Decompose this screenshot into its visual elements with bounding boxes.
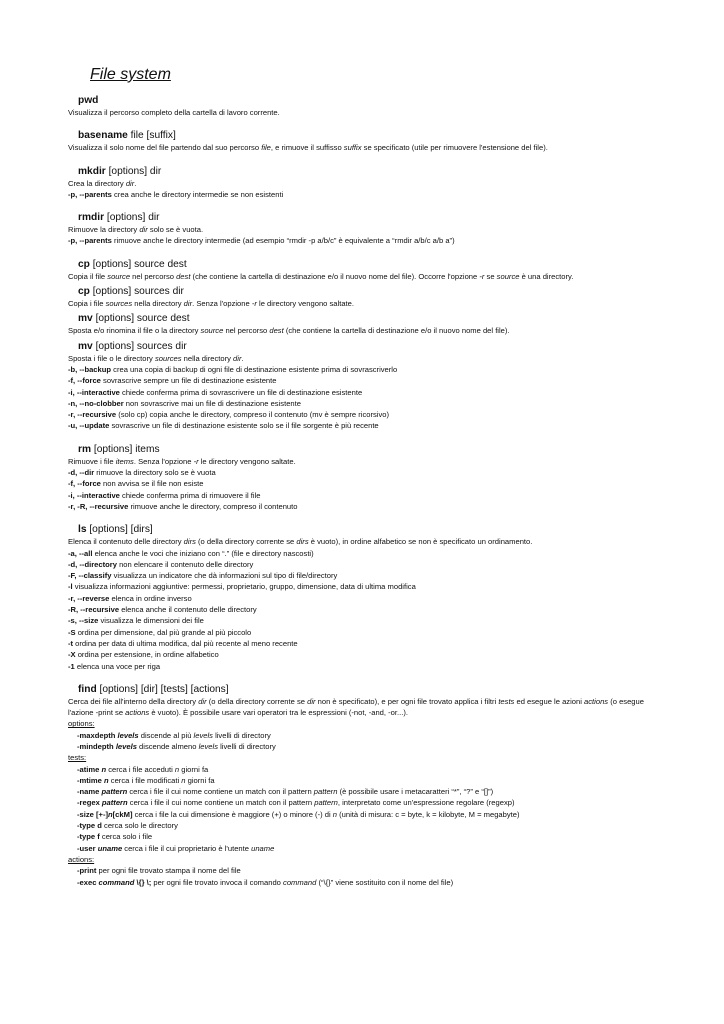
- command-heading: [78, 313, 668, 325]
- section-ls: [68, 524, 668, 672]
- command-name: pwd: [78, 95, 99, 106]
- command-name: mv: [78, 313, 93, 325]
- command-args: [options] [dir] [tests] [actions]: [96, 683, 229, 695]
- test-line: -atime n cerca i file acceduti n giorni fa: [77, 764, 209, 774]
- command-name: cp: [78, 258, 90, 270]
- option-line: -d, --dir rimuove la directory solo se è vuota: [68, 468, 216, 478]
- option-line: -s, --size visualizza le dimensioni dei file: [68, 616, 204, 626]
- command-heading: [78, 212, 668, 224]
- test-line: -regex pattern cerca i file il cui nome contiene un match con il pattern pattern, interpretato come un'espressione regolare (regexp): [77, 798, 515, 808]
- command-heading: [78, 130, 668, 142]
- command-heading: [78, 341, 668, 353]
- command-description: Sposta i file o le directory sources nella directory dir.: [68, 353, 244, 363]
- command-heading: [78, 286, 668, 298]
- section-mv-sources-dir: [68, 341, 668, 432]
- option-line: -X ordina per estensione, in ordine alfabetico: [68, 650, 219, 660]
- page-title: File system: [90, 66, 171, 83]
- test-line: -mtime n cerca i file modificati n giorni fa: [77, 775, 215, 785]
- section-pwd: [68, 95, 668, 118]
- test-line: -name pattern cerca i file il cui nome contiene un match con il pattern pattern (è possibile usare i metacaratteri “*”, “?” e “[]”): [77, 787, 494, 797]
- command-description: Rimuove la directory dir solo se è vuota.: [68, 225, 204, 235]
- option-line: -r, --reverse elenca in ordine inverso: [68, 593, 192, 603]
- test-line: -user uname cerca i file il cui proprietario è l'utente uname: [77, 843, 275, 853]
- command-args: [options] items: [91, 443, 160, 455]
- option-line: -maxdepth levels discende al più levels livelli di directory: [77, 730, 271, 740]
- section-rmdir: [68, 212, 668, 247]
- option-line: -b, --backup crea una copia di backup di ogni file di destinazione esistente prima di sovrascriverlo: [68, 364, 398, 374]
- section-mv-source-dest: [68, 313, 668, 336]
- option-line: -p, --parents rimuove anche le directory intermedie (ad esempio “rmdir -p a/b/c” è equivalente a “rmdir a/b/c a/b a”): [68, 236, 455, 246]
- option-line: -t ordina per data di ultima modifica, dal più recente al meno recente: [68, 638, 298, 648]
- option-line: -F, --classify visualizza un indicatore che dà informazioni sul tipo di file/directory: [68, 571, 338, 581]
- command-name: rm: [78, 443, 92, 455]
- option-line: -1 elenca una voce per riga: [68, 661, 161, 671]
- command-args: [options] source dest: [92, 313, 190, 325]
- option-line: -R, --recursive elenca anche il contenuto delle directory: [68, 605, 257, 615]
- option-line: -d, --directory non elencare il contenuto delle directory: [68, 559, 254, 569]
- option-line: -S ordina per dimensione, dal più grande al più piccolo: [68, 627, 252, 637]
- section-cp-sources-dir: [68, 286, 668, 309]
- actions-label: actions:: [68, 854, 95, 864]
- command-name: find: [78, 683, 97, 695]
- section-rm: [68, 444, 668, 512]
- command-description: Rimuove i file items. Senza l'opzione -r le directory vengono saltate.: [68, 456, 296, 466]
- option-line: -r, -R, --recursive rimuove anche le directory, compreso il contenuto: [68, 501, 298, 511]
- command-heading: [78, 95, 668, 107]
- command-description: Crea la directory dir.: [68, 178, 137, 188]
- section-cp-source-dest: [68, 259, 668, 282]
- command-heading: [78, 166, 668, 178]
- command-description: Elenca il contenuto delle directory dirs (o della directory corrente se dirs è vuoto), in ordine alfabetico se non è specificato un ordinamento.: [68, 537, 533, 547]
- option-line: -r, --recursive (solo cp) copia anche le directory, compreso il contenuto (mv è sempre ricorsivo): [68, 410, 390, 420]
- command-args: file [suffix]: [127, 130, 176, 142]
- command-description: Sposta e/o rinomina il file o la directory source nel percorso dest (che contiene la cartella di destinazione e/o il nuovo nome del file).: [68, 326, 510, 336]
- option-line: -i, --interactive chiede conferma prima di sovrascrivere un file di destinazione esistente: [68, 387, 363, 397]
- command-args: [options] dir: [105, 165, 162, 177]
- option-line: -f, --force non avvisa se il file non esiste: [68, 479, 204, 489]
- command-heading: [78, 684, 668, 696]
- option-line: -mindepth levels discende almeno levels livelli di directory: [77, 741, 276, 751]
- command-heading: [78, 259, 668, 271]
- option-line: -f, --force sovrascrive sempre un file di destinazione esistente: [68, 376, 277, 386]
- option-line: -i, --interactive chiede conferma prima di rimuovere il file: [68, 490, 261, 500]
- command-heading: [78, 524, 668, 536]
- command-name: mkdir: [78, 165, 106, 177]
- options-label: options:: [68, 719, 95, 729]
- tests-label: tests:: [68, 753, 87, 763]
- command-description: Copia il file source nel percorso dest (che contiene la cartella di destinazione e/o il nuovo nome del file). Occorre l'opzione -r se source è una directory.: [68, 271, 574, 281]
- command-args: [options] source dest: [89, 258, 187, 270]
- command-name: mv: [78, 340, 93, 352]
- command-args: [options] dir: [104, 212, 160, 224]
- option-line: -l visualizza informazioni aggiuntive: permessi, proprietario, gruppo, dimensione, data di ultima modifica: [68, 582, 416, 592]
- section-mkdir: [68, 166, 668, 201]
- command-name: cp: [78, 286, 90, 298]
- command-args: [options] sources dir: [89, 286, 184, 298]
- test-line: -size [+-]n[ckM] cerca i file la cui dimensione è maggiore (+) o minore (-) di n (unità di misura: c = byte, k = kilobyte, M = megabyte): [77, 809, 520, 819]
- action-line: -exec command \{} \; per ogni file trovato invoca il comando command (“\{}” viene sostituito con il nome del file): [77, 877, 454, 887]
- command-description: Visualizza il solo nome del file partendo dal suo percorso file, e rimuove il suffisso suffix se specificato (utile per rimuovere l'estensione del file).: [68, 143, 548, 153]
- command-name: rmdir: [78, 212, 105, 224]
- command-args: [options] sources dir: [92, 340, 187, 352]
- command-heading: [78, 444, 668, 456]
- test-line: -type d cerca solo le directory: [77, 821, 178, 831]
- option-line: -n, --no-clobber non sovrascrive mai un file di destinazione esistente: [68, 398, 301, 408]
- command-name: ls: [78, 524, 87, 536]
- action-line: -print per ogni file trovato stampa il nome del file: [77, 866, 241, 876]
- test-line: -type f cerca solo i file: [77, 832, 153, 842]
- option-line: -a, --all elenca anche le voci che iniziano con “.” (file e directory nascosti): [68, 548, 314, 558]
- command-description: Copia i file sources nella directory dir. Senza l'opzione -r le directory vengono saltate.: [68, 299, 354, 309]
- document-page: [68, 66, 668, 888]
- command-args: [options] [dirs]: [86, 524, 153, 536]
- section-basename: [68, 130, 668, 153]
- option-line: -u, --update sovrascrive un file di destinazione esistente solo se il file sorgente è più recente: [68, 421, 379, 431]
- command-name: basename: [78, 130, 128, 142]
- command-description: Visualizza il percorso completo della cartella di lavoro corrente.: [68, 108, 280, 117]
- command-description: Cerca dei file all'interno della directory dir (o della directory corrente se dir non è specificato), e per ogni file trovato applica i filtri tests ed esegue le azioni actions (o esegue l'azione -print se actions è vuoto). È possibile usare vari operatori tra le espressioni (-not, -and, -or...).: [68, 696, 644, 718]
- option-line: -p, --parents crea anche le directory intermedie se non esistenti: [68, 189, 284, 199]
- section-find: [68, 684, 668, 888]
